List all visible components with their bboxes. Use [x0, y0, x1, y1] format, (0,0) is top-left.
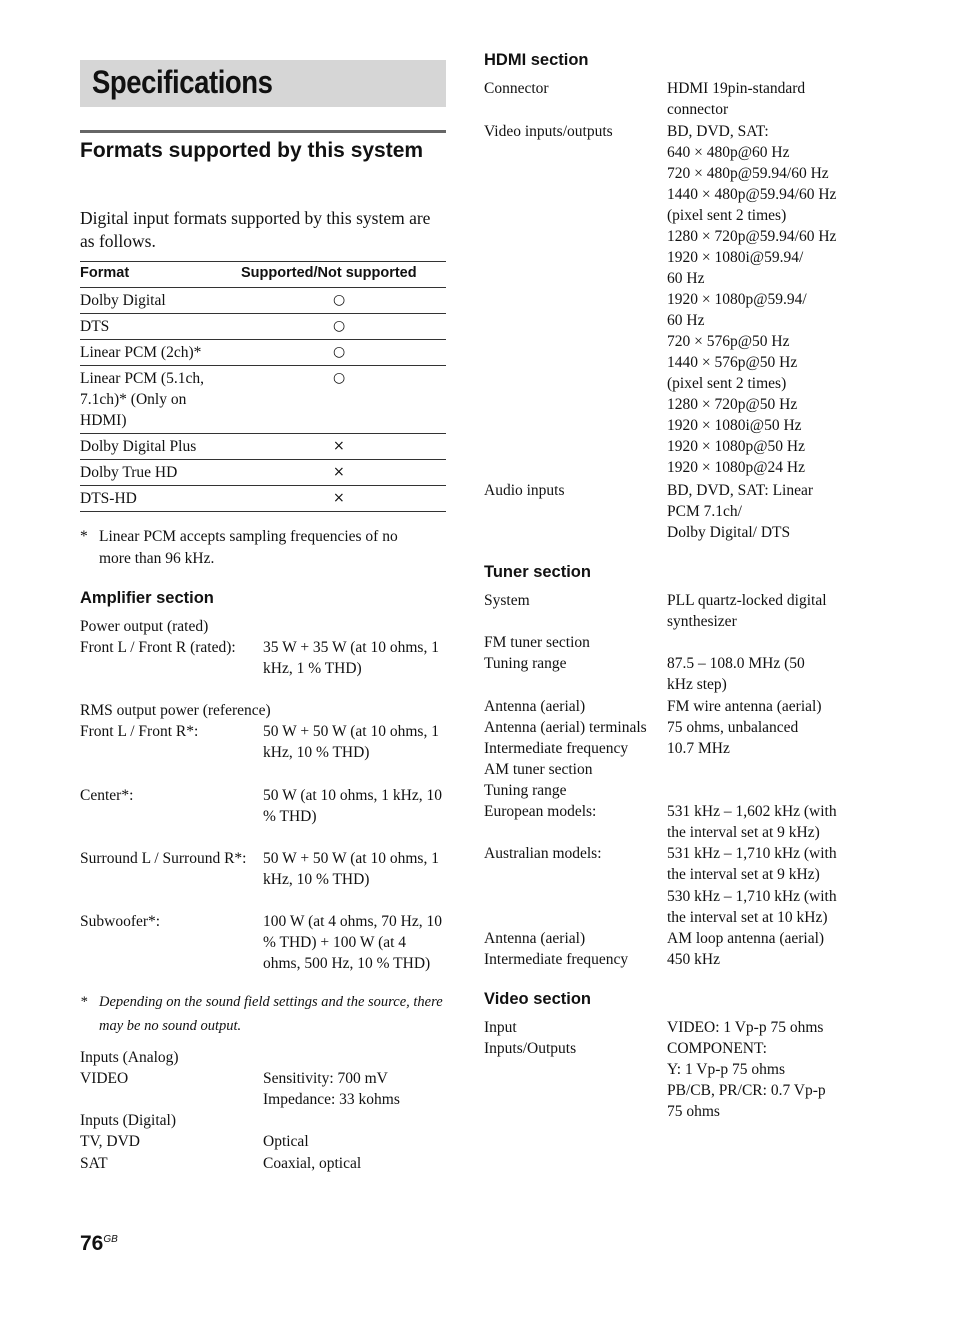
video-format-line: 720 × 576p@50 Hz — [667, 333, 790, 350]
supported-mark: ○ — [333, 370, 346, 386]
am-if-value: 450 kHz — [667, 951, 720, 968]
fm-if-label: Intermediate frequency — [484, 740, 629, 757]
am-antenna-label: Antenna (aerial) — [484, 930, 586, 947]
am-section-label: AM tuner section — [484, 761, 593, 778]
page-number-value: 76 — [80, 1232, 104, 1255]
video-format-line: 640 × 480p@60 Hz — [667, 144, 790, 161]
formats-heading: Formats supported by this system — [80, 139, 424, 162]
fm-tuning-range-label: Tuning range — [484, 655, 567, 672]
video-io-label: Video inputs/outputs — [484, 123, 613, 140]
front-rated-value: 35 W + 35 W (at 10 ohms, 1 kHz, 1 % THD) — [263, 639, 439, 677]
format-name: DTS-HD — [80, 490, 137, 507]
table-row — [80, 314, 446, 340]
terminals-label: Antenna (aerial) terminals — [484, 719, 647, 736]
rms-label: RMS output power (reference) — [80, 702, 271, 719]
footnote-text: Depending on the sound field settings and the source, there may be no sound output. — [99, 994, 443, 1034]
am-antenna-value: AM loop antenna (aerial) — [667, 930, 825, 947]
video-format-line: 1440 × 480p@59.94/60 Hz — [667, 186, 837, 203]
page-number-suffix: GB — [103, 1234, 118, 1245]
inputs-digital-label: Inputs (Digital) — [80, 1112, 176, 1129]
supported-mark: ○ — [333, 344, 346, 360]
video-impedance: Impedance: 33 kohms — [263, 1091, 400, 1108]
video-io-lines — [667, 1038, 867, 1122]
title-bar — [80, 60, 446, 107]
footnote-star: * — [80, 528, 88, 545]
terminals-value: 75 ohms, unbalanced — [667, 719, 799, 736]
format-name: DTS — [80, 318, 110, 335]
col-format: Format — [80, 265, 130, 281]
center-value: 50 W (at 10 ohms, 1 kHz, 10 % THD) — [263, 787, 442, 825]
surround-value: 50 W + 50 W (at 10 ohms, 1 kHz, 10 % THD) — [263, 850, 439, 888]
european-label: European models: — [484, 803, 597, 820]
table-row — [80, 288, 446, 314]
audio-format-line: PCM 7.1ch/ — [667, 503, 742, 520]
format-name: Dolby Digital Plus — [80, 438, 197, 455]
section-rule — [80, 130, 446, 133]
video-format-line: (pixel sent 2 times) — [667, 375, 787, 392]
connector-value: HDMI 19pin-standard connector — [667, 80, 806, 118]
video-format-line: 720 × 480p@59.94/60 Hz — [667, 165, 829, 182]
subwoofer-label: Subwoofer*: — [80, 913, 161, 930]
sat-label: SAT — [80, 1155, 108, 1172]
video-heading: Video section — [484, 990, 591, 1008]
fm-section-label: FM tuner section — [484, 634, 590, 651]
audio-format-line: BD, DVD, SAT: Linear — [667, 482, 814, 499]
subwoofer-value: 100 W (at 4 ohms, 70 Hz, 10 % THD) + 100 W (at 4 ohms, 500 Hz, 10 % THD) — [263, 913, 442, 972]
formats-table-header — [80, 262, 446, 288]
video-format-line: 1280 × 720p@50 Hz — [667, 396, 798, 413]
am-if-label: Intermediate frequency — [484, 951, 629, 968]
center-label: Center*: — [80, 787, 134, 804]
am-tuning-range-label: Tuning range — [484, 782, 567, 799]
col-supported: Supported/Not supported — [241, 265, 417, 281]
formats-table — [80, 261, 446, 512]
table-row — [80, 486, 446, 512]
video-format-line: (pixel sent 2 times) — [667, 207, 787, 224]
format-name: Dolby True HD — [80, 464, 178, 481]
tv-dvd-label: TV, DVD — [80, 1133, 140, 1150]
footnote-star: * — [80, 994, 88, 1010]
video-input-label: Input — [484, 1019, 517, 1036]
video-input-value: VIDEO: 1 Vp-p 75 ohms — [667, 1019, 824, 1036]
amplifier-heading: Amplifier section — [80, 589, 214, 607]
video-format-line: 60 Hz — [667, 312, 705, 329]
not-supported-mark: × — [333, 438, 345, 454]
system-label: System — [484, 592, 530, 609]
fm-if-value: 10.7 MHz — [667, 740, 730, 757]
table-row — [80, 366, 446, 434]
fm-antenna-label: Antenna (aerial) — [484, 698, 586, 715]
fm-antenna-value: FM wire antenna (aerial) — [667, 698, 822, 715]
fm-tuning-range-value: 87.5 – 108.0 MHz (50 kHz step) — [667, 655, 805, 693]
page-number — [80, 1232, 118, 1256]
australian-value-2: 530 kHz – 1,710 kHz (with the interval set at 10 kHz) — [667, 888, 837, 926]
component-line: Y: 1 Vp-p 75 ohms — [667, 1061, 785, 1078]
table-row — [80, 340, 446, 366]
formats-intro: Digital input formats supported by this system are as follows. — [80, 208, 431, 251]
audio-format-line: Dolby Digital/ DTS — [667, 524, 791, 541]
hdmi-heading: HDMI section — [484, 51, 589, 69]
audio-inputs-values — [667, 480, 867, 543]
power-rated-label: Power output (rated) — [80, 618, 209, 635]
system-value: PLL quartz-locked digital synthesizer — [667, 592, 827, 630]
format-name: Dolby Digital — [80, 292, 166, 309]
component-line: COMPONENT: — [667, 1040, 767, 1057]
front-label: Front L / Front R*: — [80, 723, 199, 740]
audio-inputs-label: Audio inputs — [484, 482, 565, 499]
video-format-line: 1920 × 1080p@50 Hz — [667, 438, 805, 455]
not-supported-mark: × — [333, 464, 345, 480]
front-rated-label: Front L / Front R (rated): — [80, 639, 236, 656]
video-format-line: BD, DVD, SAT: — [667, 123, 769, 140]
supported-mark: ○ — [333, 318, 346, 334]
video-format-line: 60 Hz — [667, 270, 705, 287]
video-label: VIDEO — [80, 1070, 129, 1087]
connector-label: Connector — [484, 80, 549, 97]
page-title: Specifications — [92, 64, 273, 100]
table-row — [80, 460, 446, 486]
video-io-label: Inputs/Outputs — [484, 1040, 577, 1057]
format-name: Linear PCM (5.1ch, 7.1ch)* (Only on HDMI) — [80, 370, 204, 429]
australian-label: Australian models: — [484, 845, 602, 862]
video-format-line: 1920 × 1080p@59.94/ — [667, 291, 807, 308]
australian-value-1: 531 kHz – 1,710 kHz (with the interval set at 9 kHz) — [667, 845, 837, 883]
tv-dvd-value: Optical — [263, 1133, 309, 1150]
video-io-values — [667, 121, 867, 478]
video-format-line: 1280 × 720p@59.94/60 Hz — [667, 228, 837, 245]
european-value: 531 kHz – 1,602 kHz (with the interval set at 9 kHz) — [667, 803, 837, 841]
sat-value: Coaxial, optical — [263, 1155, 362, 1172]
footnote-text: Linear PCM accepts sampling frequencies of no more than 96 kHz. — [99, 528, 398, 567]
video-sensitivity: Sensitivity: 700 mV — [263, 1070, 388, 1087]
format-name: Linear PCM (2ch)* — [80, 344, 202, 361]
component-line: 75 ohms — [667, 1103, 720, 1120]
surround-label: Surround L / Surround R*: — [80, 850, 247, 867]
not-supported-mark: × — [333, 490, 345, 506]
tuner-heading: Tuner section — [484, 563, 591, 581]
front-value: 50 W + 50 W (at 10 ohms, 1 kHz, 10 % THD) — [263, 723, 439, 761]
inputs-analog-label: Inputs (Analog) — [80, 1049, 179, 1066]
video-format-line: 1920 × 1080i@50 Hz — [667, 417, 802, 434]
video-format-line: 1920 × 1080i@59.94/ — [667, 249, 804, 266]
component-line: PB/CB, PR/CR: 0.7 Vp-p — [667, 1082, 826, 1099]
video-format-line: 1920 × 1080p@24 Hz — [667, 459, 805, 476]
video-format-line: 1440 × 576p@50 Hz — [667, 354, 798, 371]
table-row — [80, 434, 446, 460]
supported-mark: ○ — [333, 292, 346, 308]
